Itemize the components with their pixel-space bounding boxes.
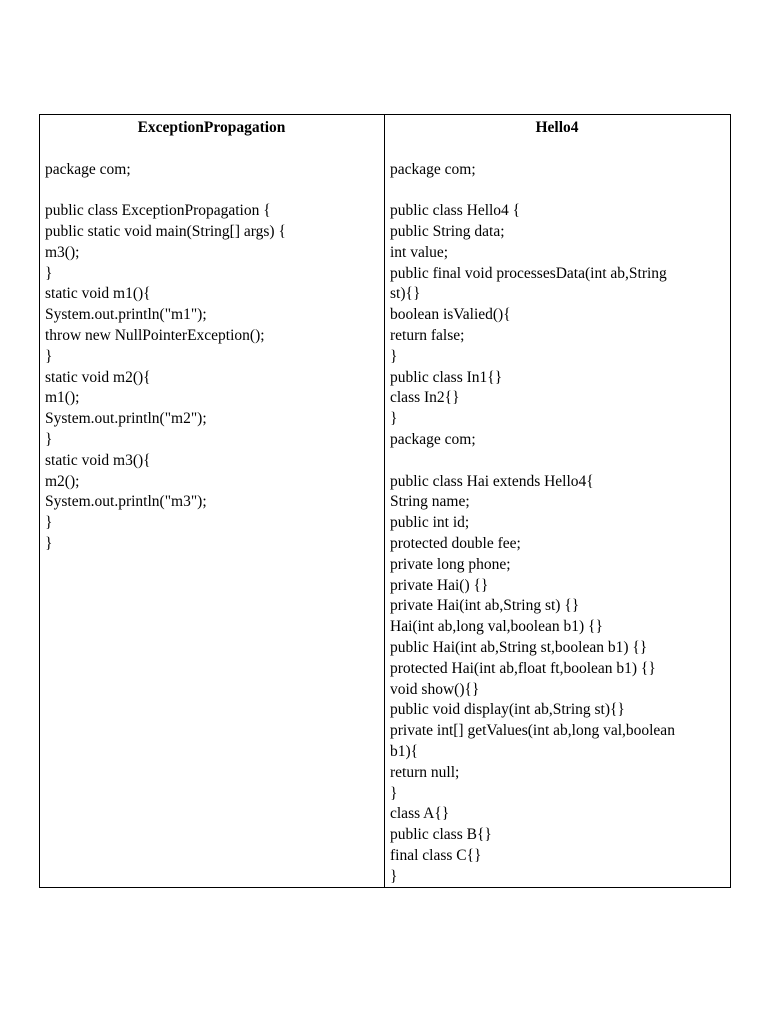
code-line: } <box>45 534 53 552</box>
code-line <box>390 451 724 472</box>
code-line: private Hai(int ab,String st) {} <box>390 597 580 615</box>
code-line: return null; <box>390 763 460 781</box>
left-column-title: ExceptionPropagation <box>137 119 286 136</box>
code-line: private int[] getValues(int ab,long val,boolean <box>390 722 675 740</box>
code-line: public static void main(String[] args) { <box>45 222 286 240</box>
code-comparison-table <box>39 114 731 888</box>
code-line: public String data; <box>390 222 505 240</box>
code-line: } <box>390 410 398 428</box>
code-line: String name; <box>390 493 470 511</box>
code-line: st){} <box>390 285 421 303</box>
code-line: class In2{} <box>390 389 460 407</box>
code-line: return false; <box>390 326 465 344</box>
code-line <box>45 139 378 160</box>
code-line <box>390 180 724 201</box>
code-line: public class ExceptionPropagation { <box>45 202 271 220</box>
table-row <box>40 115 731 888</box>
code-line: m1(); <box>45 389 80 407</box>
code-line: protected double fee; <box>390 534 521 552</box>
code-line: public class In1{} <box>390 368 503 386</box>
code-line: public int id; <box>390 514 470 532</box>
code-line: static void m1(){ <box>45 285 151 303</box>
code-line: package com; <box>45 160 131 178</box>
left-code-block <box>45 139 378 555</box>
code-line: protected Hai(int ab,float ft,boolean b1) {} <box>390 659 656 677</box>
code-line: private long phone; <box>390 555 511 573</box>
code-line: void show(){} <box>390 680 480 698</box>
code-line: } <box>45 264 53 282</box>
code-line: class A{} <box>390 805 450 823</box>
code-line: } <box>390 867 398 885</box>
code-line: System.out.println("m3"); <box>45 493 207 511</box>
code-line: final class C{} <box>390 846 482 864</box>
code-line: public class Hai extends Hello4{ <box>390 472 594 490</box>
right-column-title: Hello4 <box>535 119 579 136</box>
code-line: public class B{} <box>390 826 492 844</box>
code-line: public Hai(int ab,String st,boolean b1) {} <box>390 638 648 656</box>
code-line <box>45 180 378 201</box>
exception-propagation-cell <box>40 115 385 888</box>
code-line <box>390 139 724 160</box>
code-line: System.out.println("m2"); <box>45 410 207 428</box>
hello4-cell <box>385 115 731 888</box>
code-line: System.out.println("m1"); <box>45 306 207 324</box>
code-line: public void display(int ab,String st){} <box>390 701 625 719</box>
code-line: } <box>45 514 53 532</box>
code-line: } <box>390 784 398 802</box>
code-line: } <box>45 347 53 365</box>
code-line: } <box>390 347 398 365</box>
code-line: public final void processesData(int ab,String <box>390 264 667 282</box>
right-code-block <box>390 139 724 888</box>
code-line: public class Hello4 { <box>390 202 521 220</box>
code-line: package com; <box>390 160 476 178</box>
code-line: throw new NullPointerException(); <box>45 326 265 344</box>
code-line: m3(); <box>45 243 80 261</box>
code-line: boolean isValied(){ <box>390 306 511 324</box>
code-line: private Hai() {} <box>390 576 489 594</box>
code-line: package com; <box>390 430 476 448</box>
code-line: int value; <box>390 243 449 261</box>
code-line: static void m2(){ <box>45 368 151 386</box>
code-line: Hai(int ab,long val,boolean b1) {} <box>390 618 603 636</box>
code-line: } <box>45 430 53 448</box>
code-line: b1){ <box>390 742 419 760</box>
code-line: m2(); <box>45 472 80 490</box>
code-line: static void m3(){ <box>45 451 151 469</box>
